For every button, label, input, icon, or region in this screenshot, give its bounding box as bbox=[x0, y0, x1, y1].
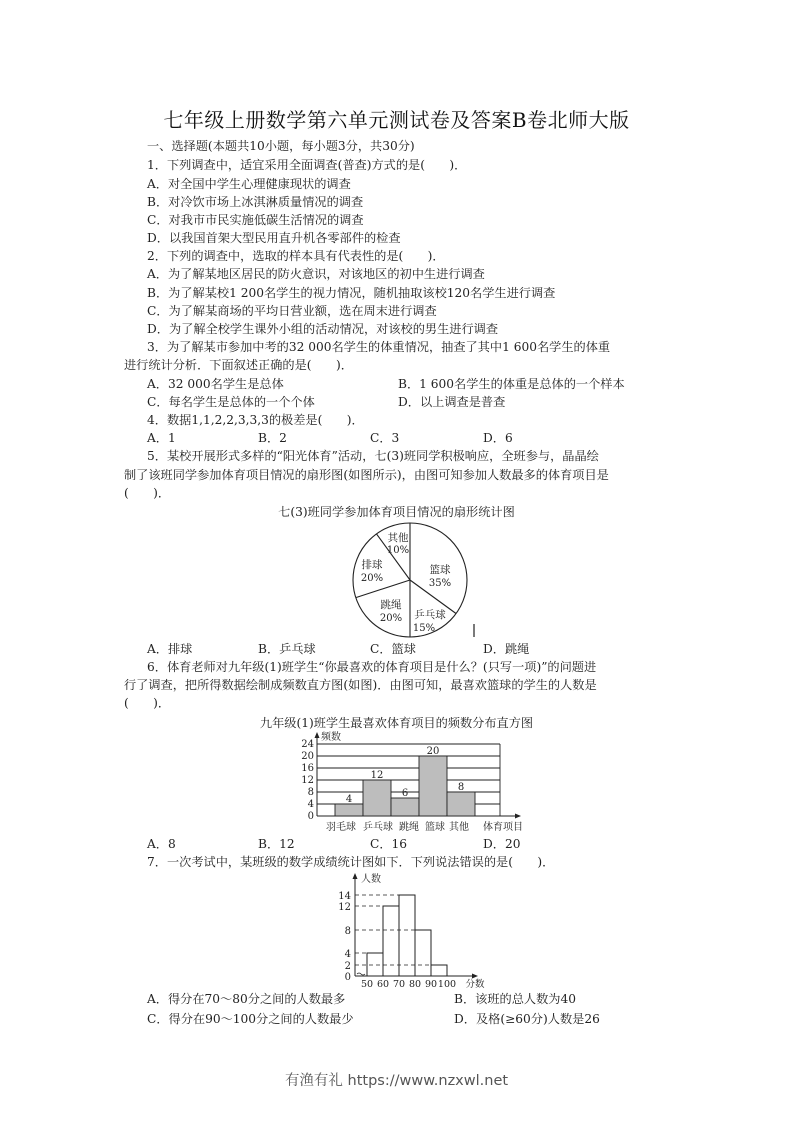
q2-option-b: B．为了解某校1 200名学生的视力情况，随机抽取该校120名学生进行调查 bbox=[147, 286, 556, 300]
svg-text:6: 6 bbox=[401, 788, 409, 799]
bar-badminton bbox=[335, 804, 363, 816]
svg-text:分数: 分数 bbox=[465, 979, 485, 990]
question-5-stem-cont: 制了该班同学参加体育项目情况的扇形图(如图所示)，由图可知参加人数最多的体育项目是 bbox=[124, 468, 609, 482]
svg-text:90: 90 bbox=[424, 979, 438, 990]
question-6-stem-cont: 行了调查，把所得数据绘制成频数直方图(如图)．由图可知，最喜欢篮球的学生的人数是 bbox=[124, 678, 597, 692]
question-4-stem: 4．数据1,1,2,2,3,3,3的极差是( )． bbox=[147, 413, 364, 427]
svg-text:4: 4 bbox=[345, 794, 353, 805]
svg-text:35%: 35% bbox=[428, 578, 452, 589]
svg-text:20%: 20% bbox=[360, 573, 384, 584]
svg-text:4: 4 bbox=[344, 949, 351, 960]
svg-text:14: 14 bbox=[338, 891, 351, 902]
question-3-stem: 3．为了解某市参加中考的32 000名学生的体重情况，抽查了其中1 600名学生的体重 bbox=[147, 340, 611, 354]
q7-option-a: A．得分在70～80分之间的人数最多 bbox=[147, 992, 346, 1006]
bar-other bbox=[447, 792, 475, 816]
svg-text:16: 16 bbox=[301, 763, 314, 774]
q2-option-a: A．为了解某地区居民的防火意识，对该地区的初中生进行调查 bbox=[147, 267, 485, 281]
question-6-stem: 6．体育老师对九年级(1)班学生“你最喜欢的体育项目是什么？(只写一项)”的问题进 bbox=[147, 660, 597, 674]
q3-option-b: B．1 600名学生的体重是总体的一个样本 bbox=[398, 377, 625, 391]
score-histogram bbox=[335, 870, 505, 990]
footer-watermark: 有渔有礼 https://www.nzxwl.net bbox=[284, 1073, 509, 1089]
svg-text:20: 20 bbox=[301, 751, 314, 762]
q3-option-a: A．32 000名学生是总体 bbox=[147, 377, 284, 391]
svg-text:12: 12 bbox=[301, 775, 314, 786]
q6-option-c: C．16 bbox=[370, 837, 408, 851]
pie-label-basketball: 篮球 bbox=[429, 564, 451, 576]
q4-option-b: B．2 bbox=[258, 431, 287, 445]
q1-option-b: B．对冷饮市场上冰淇淋质量情况的调查 bbox=[147, 195, 364, 209]
q4-option-c: C．3 bbox=[370, 431, 400, 445]
q6-option-d: D．20 bbox=[483, 837, 521, 851]
q3-option-c: C．每名学生是总体的一个个体 bbox=[147, 395, 315, 409]
svg-text:80: 80 bbox=[408, 979, 422, 990]
q3-option-d: D．以上调查是普查 bbox=[398, 395, 506, 409]
svg-text:100: 100 bbox=[437, 979, 457, 990]
page-title: 七年级上册数学第六单元测试卷及答案B卷北师大版 bbox=[163, 108, 630, 132]
q7-option-d: D．及格(≥60分)人数是26 bbox=[454, 1012, 600, 1026]
q4-option-a: A．1 bbox=[147, 431, 176, 445]
q7-option-c: C．得分在90～100分之间的人数最少 bbox=[147, 1012, 354, 1026]
q6-option-a: A．8 bbox=[147, 837, 176, 851]
y-axis-label: 人数 bbox=[361, 874, 381, 885]
q7-option-b: B．该班的总人数为40 bbox=[454, 992, 576, 1006]
svg-text:20: 20 bbox=[426, 746, 440, 757]
q1-option-c: C．对我市市民实施低碳生活情况的调查 bbox=[147, 213, 364, 227]
svg-text:体育项目: 体育项目 bbox=[483, 822, 523, 833]
y-axis-label: 频数 bbox=[321, 732, 341, 743]
bar-50-60 bbox=[367, 953, 383, 976]
q4-option-d: D．6 bbox=[483, 431, 513, 445]
bar-60-70 bbox=[383, 906, 399, 976]
question-1-stem: 1．下列调查中，适宜采用全面调查(普查)方式的是( )． bbox=[147, 158, 467, 172]
svg-text:0: 0 bbox=[307, 811, 314, 822]
bar-70-80 bbox=[399, 895, 415, 976]
svg-text:跳绳: 跳绳 bbox=[399, 822, 419, 833]
q2-option-c: C．为了解某商场的平均日营业额，选在周末进行调查 bbox=[147, 304, 437, 318]
histogram-caption: 九年级(1)班学生最喜欢体育项目的频数分布直方图 bbox=[259, 716, 534, 730]
svg-text:8: 8 bbox=[457, 782, 465, 793]
bar-80-90 bbox=[415, 930, 431, 976]
section-heading: 一、选择题(本题共10小题，每小题3分，共30分) bbox=[147, 139, 415, 153]
svg-text:羽毛球: 羽毛球 bbox=[326, 822, 356, 833]
question-7-stem: 7．一次考试中，某班级的数学成绩统计图如下．下列说法错误的是( )． bbox=[147, 855, 555, 869]
svg-text:70: 70 bbox=[392, 979, 406, 990]
q2-option-d: D．为了解全校学生课外小组的活动情况，对该校的男生进行调查 bbox=[147, 322, 499, 336]
svg-text:8: 8 bbox=[344, 926, 351, 937]
pie-label-jumprope: 跳绳 bbox=[380, 599, 402, 611]
question-5-stem-cont2: ( )． bbox=[124, 486, 171, 500]
bar-pingpong bbox=[363, 780, 391, 816]
svg-text:24: 24 bbox=[301, 739, 314, 750]
svg-text:其他: 其他 bbox=[449, 822, 469, 833]
svg-text:2: 2 bbox=[344, 961, 351, 972]
svg-text:20%: 20% bbox=[379, 613, 403, 624]
q5-option-c: C．篮球 bbox=[370, 642, 416, 656]
bar-jumprope bbox=[391, 798, 419, 816]
question-5-stem: 5．某校开展形式多样的“阳光体育”活动，七(3)班同学积极响应，全班参与，晶晶绘 bbox=[147, 449, 599, 463]
svg-text:12: 12 bbox=[338, 902, 351, 913]
q5-option-d: D．跳绳 bbox=[483, 642, 530, 656]
pie-label-pingpong: 乒乓球 bbox=[414, 609, 446, 621]
svg-text:篮球: 篮球 bbox=[425, 822, 445, 833]
svg-text:50: 50 bbox=[360, 979, 374, 990]
question-3-stem-cont: 进行统计分析．下面叙述正确的是( )． bbox=[124, 358, 353, 372]
q1-option-d: D．以我国首架大型民用直升机各零部件的检查 bbox=[147, 231, 401, 245]
svg-text:12: 12 bbox=[370, 770, 384, 781]
bar-90-100 bbox=[431, 965, 447, 976]
bar-basketball bbox=[419, 756, 447, 816]
svg-text:10%: 10% bbox=[386, 545, 410, 556]
pie-chart bbox=[340, 520, 490, 640]
pie-label-other: 其他 bbox=[387, 532, 409, 544]
q6-option-b: B．12 bbox=[258, 837, 295, 851]
pie-chart-caption: 七(3)班同学参加体育项目情况的扇形统计图 bbox=[278, 505, 515, 519]
svg-text:4: 4 bbox=[307, 799, 314, 810]
svg-text:15%: 15% bbox=[412, 623, 436, 634]
question-6-stem-cont2: ( )． bbox=[124, 696, 171, 710]
svg-text:60: 60 bbox=[376, 979, 390, 990]
q1-option-a: A．对全国中学生心理健康现状的调查 bbox=[147, 177, 351, 191]
pie-label-volleyball: 排球 bbox=[361, 559, 383, 571]
question-2-stem: 2．下列的调查中，选取的样本具有代表性的是( )． bbox=[147, 249, 445, 263]
svg-text:0: 0 bbox=[344, 972, 351, 983]
svg-text:8: 8 bbox=[307, 787, 314, 798]
svg-text:乒乓球: 乒乓球 bbox=[363, 822, 393, 833]
q5-option-b: B．乒乓球 bbox=[258, 642, 316, 656]
sports-frequency-histogram bbox=[295, 730, 535, 835]
q5-option-a: A．排球 bbox=[147, 642, 193, 656]
